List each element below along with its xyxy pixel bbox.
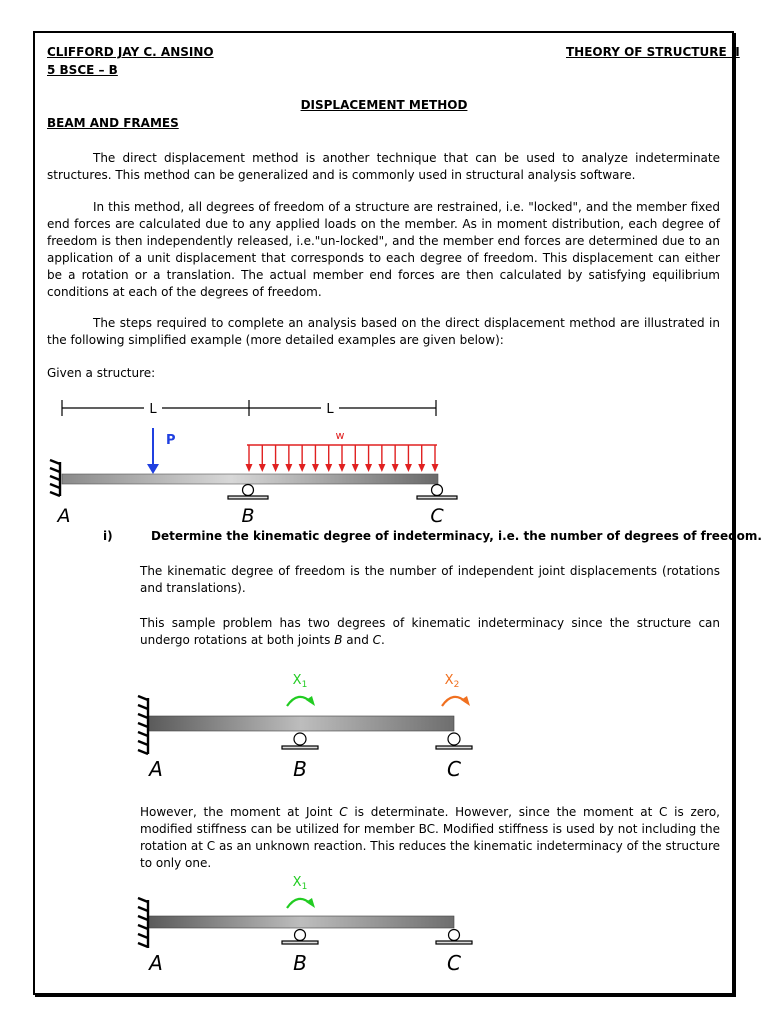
document-title: DISPLACEMENT METHOD <box>300 98 468 112</box>
dimension-lines <box>62 400 436 417</box>
support-label-a: A <box>149 757 163 781</box>
support-label-a: A <box>57 505 71 526</box>
support-label-b: B <box>293 757 307 781</box>
point-load-arrow <box>147 428 176 474</box>
step-heading: Determine the kinematic degree of indeterminacy, i.e. the number of degrees of freedom. <box>151 529 762 543</box>
paragraph-intro: The direct displacement method is another technique that can be used to analyze indeterminate structures. This method can be generalized and is commonly used in structural analysis software. <box>47 151 720 182</box>
roller-support-c <box>436 930 472 945</box>
roller-support-c <box>436 733 472 749</box>
rotation-label-x1: $X_1$ <box>292 875 308 892</box>
span-label-right: L <box>326 402 334 417</box>
distributed-load-arrowhead <box>405 464 412 472</box>
paragraph-method: In this method, all degrees of freedom of a structure are restrained, i.e. "locked", and the member fixed end forces are calculated due to any applied loads on the member. As in moment distribution, each degree of freedom is then independently released, i.e."un-locked", and the member end forces are determined due to an application of a unit displacement that corresponds to each degree of freedom. This displacement can either be a rotation or a translation. The actual member end forces are then calculated by satisfying equilibrium conditions at each of the degrees of freedom. <box>47 200 720 299</box>
roller-support-b <box>282 930 318 945</box>
paragraph-steps: The steps required to complete an analysis based on the direct displacement method are illustrated in the following simplified example (more detailed examples are given below): <box>47 316 720 347</box>
beam <box>148 716 454 731</box>
distributed-load-arrowhead <box>378 464 385 472</box>
distributed-load-arrowhead <box>312 464 319 472</box>
modified-stiffness-paragraph: However, the moment at Joint C is determinate. However, since the moment at C is zero, modified stiffness can be utilized for member BC. Modified stiffness is used by not including the rotation at C as an unknown reaction. This reduces the kinematic indeterminacy of the structure to only one. <box>140 805 720 870</box>
distributed-load-arrowhead <box>392 464 399 472</box>
rotation-x2 <box>442 673 470 706</box>
kinematic-definition: The kinematic degree of freedom is the number of independent joint displacements (rotations and translations). <box>140 564 720 595</box>
distributed-load-arrowhead <box>325 464 332 472</box>
figure-one-dof <box>134 870 480 980</box>
distributed-load-arrowhead <box>272 464 279 472</box>
beam <box>62 474 438 484</box>
span-label-left: L <box>149 402 157 417</box>
fixed-support-a <box>138 898 148 948</box>
fixed-support-a <box>138 696 148 754</box>
support-label-c: C <box>430 505 444 526</box>
distributed-load-arrowhead <box>246 464 253 472</box>
distributed-load-label: w <box>335 429 345 442</box>
distributed-load-arrowhead <box>259 464 266 472</box>
distributed-load-arrowhead <box>418 464 425 472</box>
given-structure-label: Given a structure: <box>47 366 156 380</box>
support-label-c: C <box>447 757 461 781</box>
section-heading: BEAM AND FRAMES <box>47 116 179 130</box>
distributed-load <box>246 429 439 472</box>
course-title: THEORY OF STRUCTURE II <box>566 45 740 59</box>
support-label-c: C <box>447 951 461 975</box>
point-load-label: P <box>166 433 176 448</box>
distributed-load-arrowhead <box>285 464 292 472</box>
support-label-b: B <box>241 505 255 526</box>
roller-support-b <box>228 485 268 500</box>
kinematic-sample: This sample problem has two degrees of kinematic indeterminacy since the structure can undergo rotations at both joints B and C. <box>140 616 720 647</box>
step-number: i) <box>103 529 113 543</box>
fixed-support-a <box>50 460 60 496</box>
distributed-load-arrowhead <box>432 464 439 472</box>
figure-two-dof <box>134 662 480 784</box>
rotation-x1 <box>287 673 315 706</box>
distributed-load-arrowhead <box>365 464 372 472</box>
roller-support-c <box>417 485 457 500</box>
distributed-load-arrowhead <box>299 464 306 472</box>
figure-loaded-beam <box>40 392 460 526</box>
beam <box>148 916 454 928</box>
class-section: 5 BSCE – B <box>47 63 118 77</box>
roller-support-b <box>282 733 318 749</box>
support-label-b: B <box>293 951 307 975</box>
rotation-label-x1: $X_1$ <box>292 673 308 690</box>
rotation-label-x2: $X_2$ <box>444 673 460 690</box>
rotation-x1 <box>287 875 315 908</box>
distributed-load-arrowhead <box>352 464 359 472</box>
distributed-load-arrowhead <box>339 464 346 472</box>
support-label-a: A <box>149 951 163 975</box>
author-name: CLIFFORD JAY C. ANSINO <box>47 45 214 59</box>
